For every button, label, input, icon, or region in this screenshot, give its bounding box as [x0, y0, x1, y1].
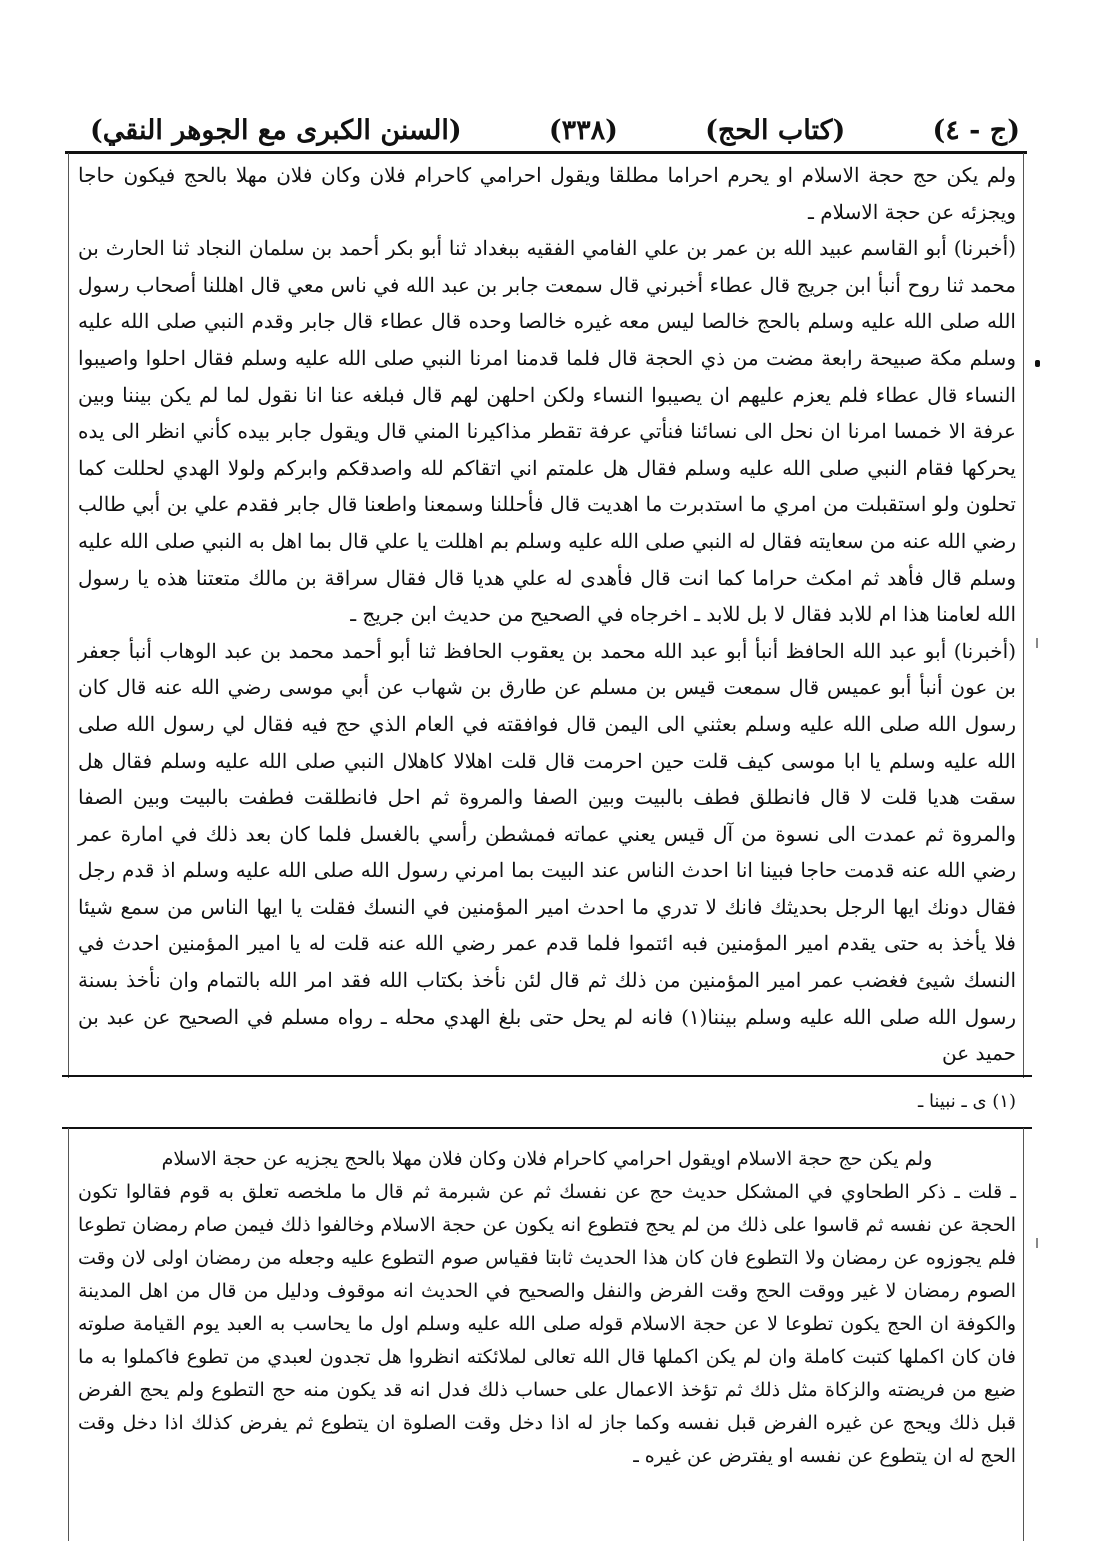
margin-dot	[1035, 360, 1040, 367]
right-border	[1023, 153, 1024, 1078]
commentary-rule	[62, 1127, 1032, 1129]
main-text-rule	[62, 1075, 1032, 1077]
header-rule	[65, 151, 1027, 154]
main-paragraph: (أخبرنا) أبو عبد الله الحافظ أنبأ أبو عبد الله محمد بن يعقوب الحافظ ثنا أبو أحمد محمد بن عبد الوهاب أنبأ جعفر بن عون أنبأ أبو عميس قال سمعت قيس بن مسلم عن طارق بن شهاب عن أبي موسى رضي الله عنه قال كان رسول الله صلى الله عليه وسلم بعثني الى اليمن قال فوافقته في العام الذي حج فيه فقال لي رسول الله صلى الله عليه وسلم يا ابا موسى كيف قلت حين احرمت قال قلت اهلالا كاهلال النبي صلى الله عليه وسلم فقال هل سقت هديا قلت لا قال فانطلق فطف بالبيت وبين الصفا والمروة ثم احل فانطلقت فطفت بالبيت وبين الصفا والمروة ثم عمدت الى نسوة من آل قيس يعني عماته فمشطن رأسي بالغسل فلما كان بعد ذلك في امارة عمر رضي الله عنه قدمت حاجا فبينا انا احدث الناس عند البيت بما امرني رسول الله صلى الله عليه وسلم اذ قدم رجل فقال دونك ايها الرجل بحديثك فانك لا تدري ما احدث امير المؤمنين في النسك فقلت يا ايها الناس من سمع شيئا فلا يأخذ به حتى يقدم امير المؤمنين فبه ائتموا فلما قدم عمر رضي الله عنه قلت له يا امير المؤمنين احدث في النسك شيئ فغضب عمر امير المؤمنين من ذلك ثم قال لئن نأخذ بكتاب الله فقد امر الله بالتمام وان نأخذ بسنة رسول الله صلى الله عليه وسلم بيننا(١) فانه لم يحل حتى بلغ الهدي محله ـ رواه مسلم في الصحيح عن عبد بن حميد عن	[78, 638, 1017, 1066]
left-border	[68, 153, 69, 1078]
commentary-title: ولم يكن حج حجة الاسلام اويقول احرامي كاحرام فلان وكان فلان مهلا بالحج يجزيه عن حجة الاسلام	[161, 1148, 933, 1170]
margin-mark	[1036, 1238, 1038, 1248]
page-header	[90, 108, 1020, 152]
page-number: (٣٣٨)	[548, 114, 618, 146]
main-paragraph: ولم يكن حج حجة الاسلام او يحرم احراما مطلقا ويقول احرامي كاحرام فلان وكان فلان مهلا بالحج فيكون حاجا ويجزئه عن حجة الاسلام ـ	[78, 163, 1016, 224]
commentary-section	[78, 1143, 1016, 1473]
main-paragraph: (أخبرنا) أبو القاسم عبيد الله بن عمر بن علي الفامي الفقيه ببغداد ثنا أبو بكر أحمد بن سلمان النجاد ثنا الحارث بن محمد ثنا روح أنبأ ابن جريج قال عطاء أخبرني قال سمعت جابر بن عبد الله في ناس معي قال اهللنا أصحاب رسول الله صلى الله عليه وسلم بالحج خالصا ليس معه غيره خالصا وحده قال عطاء قال جابر وقدم النبي صلى الله عليه وسلم مكة صبيحة رابعة مضت من ذي الحجة قال فلما قدمنا امرنا النبي صلى الله عليه وسلم فقال احلوا واصيبوا النساء قال عطاء فلم يعزم عليهم ان يصيبوا النساء ولكن احلهن لهم قال فبلغه عنا انا نقول لما لم يكن بيننا وبين عرفة الا خمسا امرنا ان نحل الى نسائنا فنأتي عرفة تقطر مذاكيرنا المني قال ويقول جابر بيده كأني انظر الى يده يحركها فقام النبي صلى الله عليه وسلم فقال هل علمتم اني اتقاكم لله واصدقكم وابركم ولولا الهدي لحللت كما تحلون ولو استقبلت من امري ما استدبرت ما اهديت قال فأحللنا وسمعنا واطعنا قال جابر فقدم علي بن أبي طالب رضي الله عنه من سعايته فقال له النبي صلى الله عليه وسلم بم اهللت يا علي قال بما اهل به النبي صلى الله عليه وسلم قال فأهد ثم امكث حراما كما انت قال فأهدى له علي هديا قال فقال سراقة بن مالك متعتنا هذه يا رسول الله لعامنا هذا ام للابد فقال لا بل للابد ـ اخرجاه في الصحيح من حديث ابن جريج ـ	[78, 236, 1016, 627]
book-title: (السنن الكبرى مع الجوهر النقي)	[90, 114, 462, 146]
volume-number: (ج - ٤)	[932, 114, 1020, 146]
main-text	[78, 157, 1016, 1072]
chapter-title: (كتاب الحج)	[705, 114, 846, 146]
commentary-text: ـ قلت ـ ذكر الطحاوي في المشكل حديث حج عن نفسك ثم عن شبرمة ثم قال ما ملخصه تعلق به قوم فقالوا تكون الحجة عن نفسه ثم قاسوا على ذلك من لم يحج فتطوع انه يكون عن حجة الاسلام وخالفوا ذلك فيمن صام رمضان تطوعا فلم يجوزوه عن رمضان ولا التطوع فان كان هذا الحديث ثابتا فقياس صوم التطوع عليه وجعله من رمضان اولى لان وقت الصوم رمضان لا غير ووقت الحج وقت الفرض والنفل والصحيح في الحديث انه موقوف ودليل من قال من اهل المدينة والكوفة ان الحج يكون تطوعا لا عن حجة الاسلام قوله صلى الله عليه وسلم اول ما يحاسب به العبد يوم القيامة صلوته فان كان اكملها كتبت كاملة وان لم يكن اكملها قال الله تعالى لملائكته انظروا هل تجدون لعبدي من تطوع فاكملوا به ما ضيع من فريضته والزكاة مثل ذلك ثم تؤخذ الاعمال على حساب ذلك فدل انه قد يكون منه حج التطوع ولم يحج الفرض قبل ذلك ويحج عن غيره الفرض قبل نفسه وكما جاز له اذا دخل وقت الصلوة ان يتطوع ثم يفرض كذلك اذا دخل وقت الحج له ان يتطوع عن نفسه او يفترض عن غيره ـ	[78, 1181, 1016, 1467]
left-border-commentary	[68, 1128, 69, 1541]
right-border-commentary	[1023, 1128, 1024, 1541]
footnote: (١) ى ـ نبينا ـ	[917, 1091, 1016, 1112]
margin-mark	[1036, 638, 1038, 648]
